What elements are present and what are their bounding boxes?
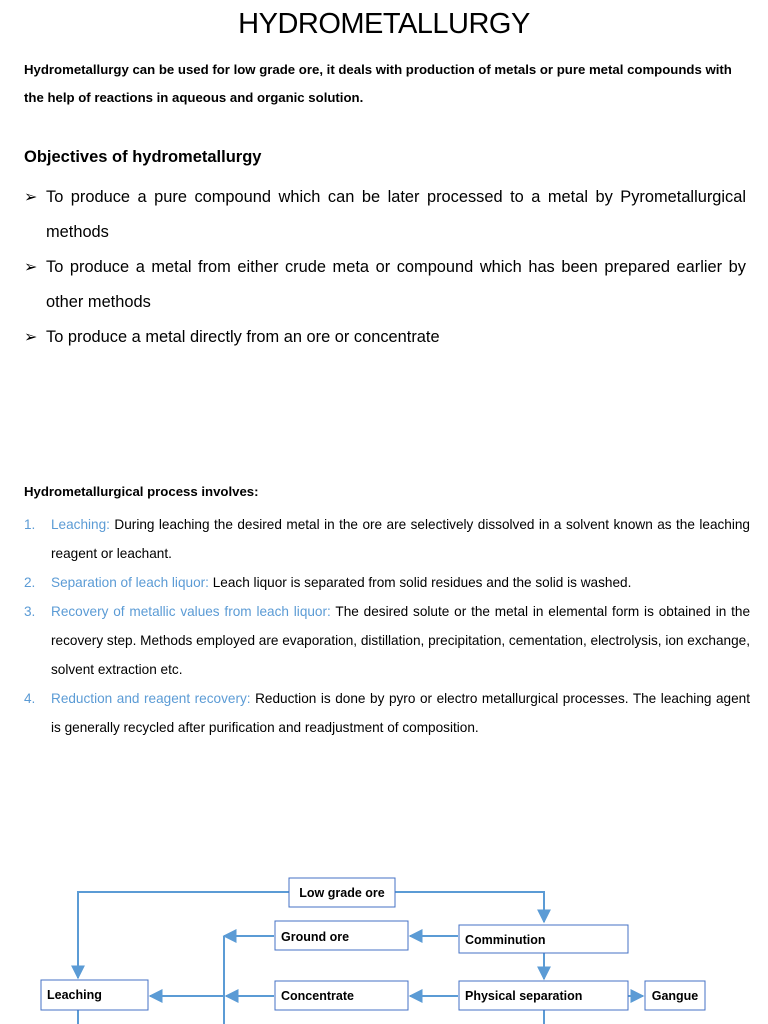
arrow-bullet-icon: ➢ [24, 259, 38, 276]
step-text: During leaching the desired metal in the ore are selectively dissolved in a solvent known as the leaching reagent or leachant. [51, 517, 750, 561]
node-ground-ore [275, 921, 408, 950]
node-label: Ground ore [281, 930, 350, 944]
node-label: Physical separation [465, 989, 583, 1003]
objective-text: To produce a metal directly from an ore or concentrate [46, 328, 440, 346]
process-steps-list [24, 510, 750, 742]
process-step [24, 568, 750, 597]
step-term: Separation of leach liquor: [51, 575, 209, 590]
step-text: Leach liquor is separated from solid residues and the solid is washed. [208, 575, 632, 590]
arrow-bullet-icon: ➢ [24, 189, 38, 206]
node-comminution [459, 925, 628, 953]
process-step [24, 684, 750, 742]
step-number: 1. [24, 517, 36, 532]
step-term: Leaching: [51, 517, 110, 532]
connector-ore-to-comminution [395, 892, 544, 922]
node-gangue [645, 981, 705, 1010]
node-physical-separation [459, 981, 628, 1010]
node-low-grade-ore [289, 878, 395, 907]
objective-text: To produce a pure compound which can be later processed to a metal by Pyrometallurgical methods [46, 188, 746, 241]
node-label: Comminution [465, 933, 546, 947]
node-concentrate [275, 981, 408, 1010]
process-flowchart [0, 860, 768, 1024]
objective-item [24, 250, 746, 320]
arrow-bullet-icon: ➢ [24, 329, 38, 346]
page-title: HYDROMETALLURGY [238, 8, 530, 40]
node-label: Concentrate [281, 989, 354, 1003]
step-text: The desired solute or the metal in elemental form is obtained in the recovery step. Methods employed are evaporation, distillation, precipitation, cementation, electrolysis, ion exchange, solvent extraction etc. [51, 604, 750, 677]
step-term: Recovery of metallic values from leach liquor: [51, 604, 331, 619]
intro-paragraph: Hydrometallurgy can be used for low grade ore, it deals with production of metals or pure metal compounds with the help of reactions in aqueous and organic solution. [24, 62, 732, 105]
objectives-list [24, 180, 746, 355]
process-step [24, 510, 750, 568]
node-label: Gangue [651, 989, 699, 1003]
step-number: 3. [24, 604, 36, 619]
objective-text: To produce a metal from either crude meta or compound which has been prepared earlier by other methods [46, 258, 746, 311]
step-term: Reduction and reagent recovery: [51, 691, 251, 706]
process-heading: Hydrometallurgical process involves: [24, 484, 259, 499]
node-leaching [41, 980, 148, 1010]
objective-item [24, 180, 746, 250]
node-label: Low grade ore [299, 886, 385, 900]
step-text: Reduction is done by pyro or electro metallurgical processes. The leaching agent is generally recycled after purification and readjustment of composition. [51, 691, 751, 735]
objective-item [24, 320, 746, 355]
step-number: 2. [24, 575, 36, 590]
step-number: 4. [24, 691, 36, 706]
objectives-heading: Objectives of hydrometallurgy [24, 148, 262, 166]
process-step [24, 597, 750, 684]
node-label: Leaching [47, 988, 102, 1002]
